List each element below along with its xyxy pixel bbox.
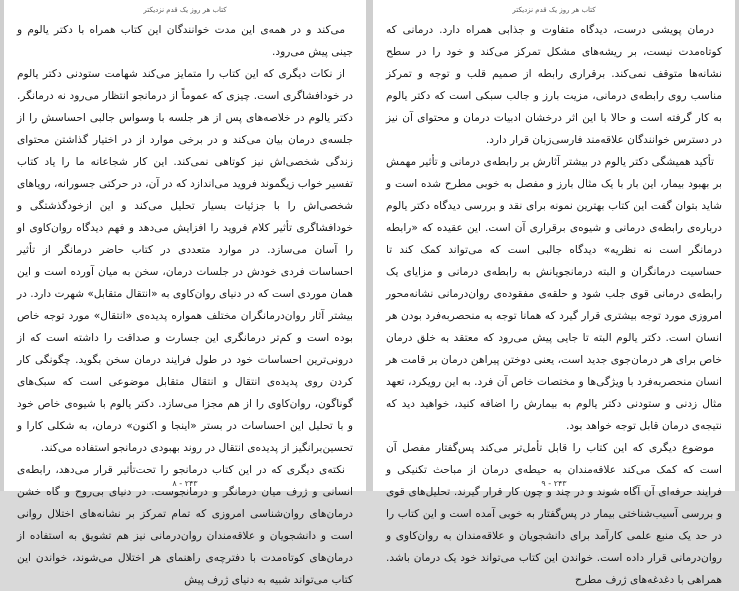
right-page (373, 0, 735, 586)
page-number: ۲۴۳ - ۸ (172, 479, 198, 488)
running-head: کتاب هر روز یک قدم نزدیکتر (512, 6, 596, 14)
page-number: ۲۴۳ - ۹ (541, 479, 567, 488)
paragraph: از نکات دیگری که این کتاب را متمایز می‌کند شهامت ستودنی دکتر یالوم در خودافشاگری است. چیزی که عموماً از درمانجو انتظار می‌رود نه درمانگر. دکتر یالوم در خلاصه‌های پس از هر جلسه با وسواس جالبی احساسش را از جلسه‌ی درمان بیان می‌کند و در برخی موارد از در اختیار گذاشتن محتوای زندگی شخصی‌اش نیز کوتاهی نمی‌کند. این کار شجاعانه ما را یاد کتاب تفسیر خواب زیگموند فروید می‌اندازد که در آن، در حرکتی جسورانه، رویاهای شخصی‌اش را با جزئیات بسیار تحلیل می‌کند و این ازخودگذشتگی و خودافشاگری تأثیر کلام فروید را افزایش می‌دهد و فهم دیدگاه روان‌کاوی او را آسان می‌سازد. در موارد متعددی در کتاب حاضر درمانگر از تأثیر احساسات فردی خودش در جلسات درمان، سخن به میان آورده است و این همان موردی است که در دنیای روان‌کاوی به «انتقال متقابل» شهرت دارد. در بیشتر آثار روان‌درمانگران مختلف همواره پدیده‌ی «انتقال» مورد توجه خاص بوده است و کم‌تر درمانگری این جسارت و صداقت را داشته است که از درونی‌ترین احساسات خود در طول فرایند درمان سخن بگوید. چگونگی کار کردن روی پدیده‌ی انتقال و انتقال متقابل موضوعی است که سبک‌های گوناگون، روان‌کاوی را از هم مجزا می‌سازد. دکتر یالوم با شیوه‌ی خاص خود و با تحلیل این احساسات در بستر «اینجا و اکنون» درمان، به شکلی کارا و تحسین‌برانگیز از پدیده‌ی انتقال در روند بهبودی درمانجو استفاده می‌کند. (17, 68, 353, 454)
paragraph: می‌کند و در همه‌ی این مدت خوانندگان این کتاب همراه با دکتر یالوم و جینی پیش می‌رود. (17, 24, 353, 58)
left-page (4, 0, 366, 586)
paragraph: تأکید همیشگی دکتر یالوم در بیشتر آثارش بر رابطه‌ی درمانی و تأثیر مهمش بر بهبود بیمار، این بار با یک مثال بارز و مفصل به خوبی مطرح شده است و شاید بتوان گفت این کتاب بهترین نمونه برای نقد و بررسی دیدگاه دکتر یالوم درباره‌ی رابطه‌ی درمانی و شیوه‌ی برقراری آن است. این عقیده که «رابطه درمانگر است نه نظریه» دیدگاه جالبی است که می‌تواند کمک کند تا حساسیت درمانگران و البته درمانجویانش به رابطه‌ی درمانی و مزایای یک رابطه‌ی درمانی قوی جلب شود و حلقه‌ی مفقوده‌ی روان‌درمانی نشانه‌محور امروزی مورد توجه بیشتری قرار گیرد که همانا توجه به منحصربه‌فرد بودن هر انسان است. دکتر یالوم البته تا جایی پیش می‌رود که معتقد به خلق درمان خاص برای هر درمان‌جوی جدید است، یعنی دوختن پیراهن درمان بر قامت هر انسان منحصربه‌فرد با ویژگی‌ها و مختصات خاص آن فرد. به این رویکرد، تعهد مثال زدنی و ستودنی دکتر یالوم به بیمارش را اضافه کنید، خواهید دید که نتیجه‌ی درمان قابل توجه خواهد بود. (386, 156, 722, 432)
paragraph: درمان پویشی درست، دیدگاه متفاوت و جذابی همراه دارد. درمانی که کوتاه‌مدت نیست، بر ریشه‌های مشکل تمرکز می‌کند و خود را در سطح نشانه‌ها متوقف نمی‌کند. برقراری رابطه از صمیم قلب و توجه و تمرکز مناسب روی رابطه‌ی درمانی، مزیت بارز و جالب سبکی است که دکتر یالوم به کار گرفته است و حالا با این اثر درخشان ادبیات درمان و محتوای آن نیز در دسترس خوانندگان علاقه‌مند فارسی‌زبان قرار دارد. (386, 24, 722, 146)
paragraph: موضوع دیگری که این کتاب را قابل تأمل‌تر می‌کند پس‌گفتار مفصل آن است که کمک می‌کند علاقه‌مندان به حیطه‌ی درمان از مباحث تکنیکی و فرایند حرفه‌ای آن آگاه شوند و در چند و چون کار قرار گیرند. تحلیل‌های قوی و بررسی آسیب‌شناختی بیمار در پس‌گفتار به خوبی آمده است و این کتاب را در حد یک منبع علمی کارآمد برای دانشجویان و علاقه‌مندان به روان‌کاوی و روان‌درمانی قرار داده است. خواندن این کتاب می‌تواند خود یک درمان باشد. همراهی با دغدغه‌های ژرف مطرح (386, 442, 722, 586)
paragraph: نکته‌ی دیگری که در این کتاب درمانجو را تحت‌تأثیر قرار می‌دهد، رابطه‌ی انسانی و ژرف میان درمانگر و درمانجوست. در دنیای بی‌روح و گاه خشن درمان‌های روان‌شناسی امروزی که تمام تمرکز بر نشانه‌های اختلال روانی است و دانشجویان و علاقه‌مندان روان‌درمانی نیز هم تشویق به استفاده از درمان‌های کوتاه‌مدت با دفترچه‌ی راهنمای هر اختلال می‌شوند، خواندن این کتاب می‌تواند شبیه به دنیای ژرف پیش (17, 464, 353, 586)
running-head: کتاب هر روز یک قدم نزدیکتر (143, 6, 227, 14)
